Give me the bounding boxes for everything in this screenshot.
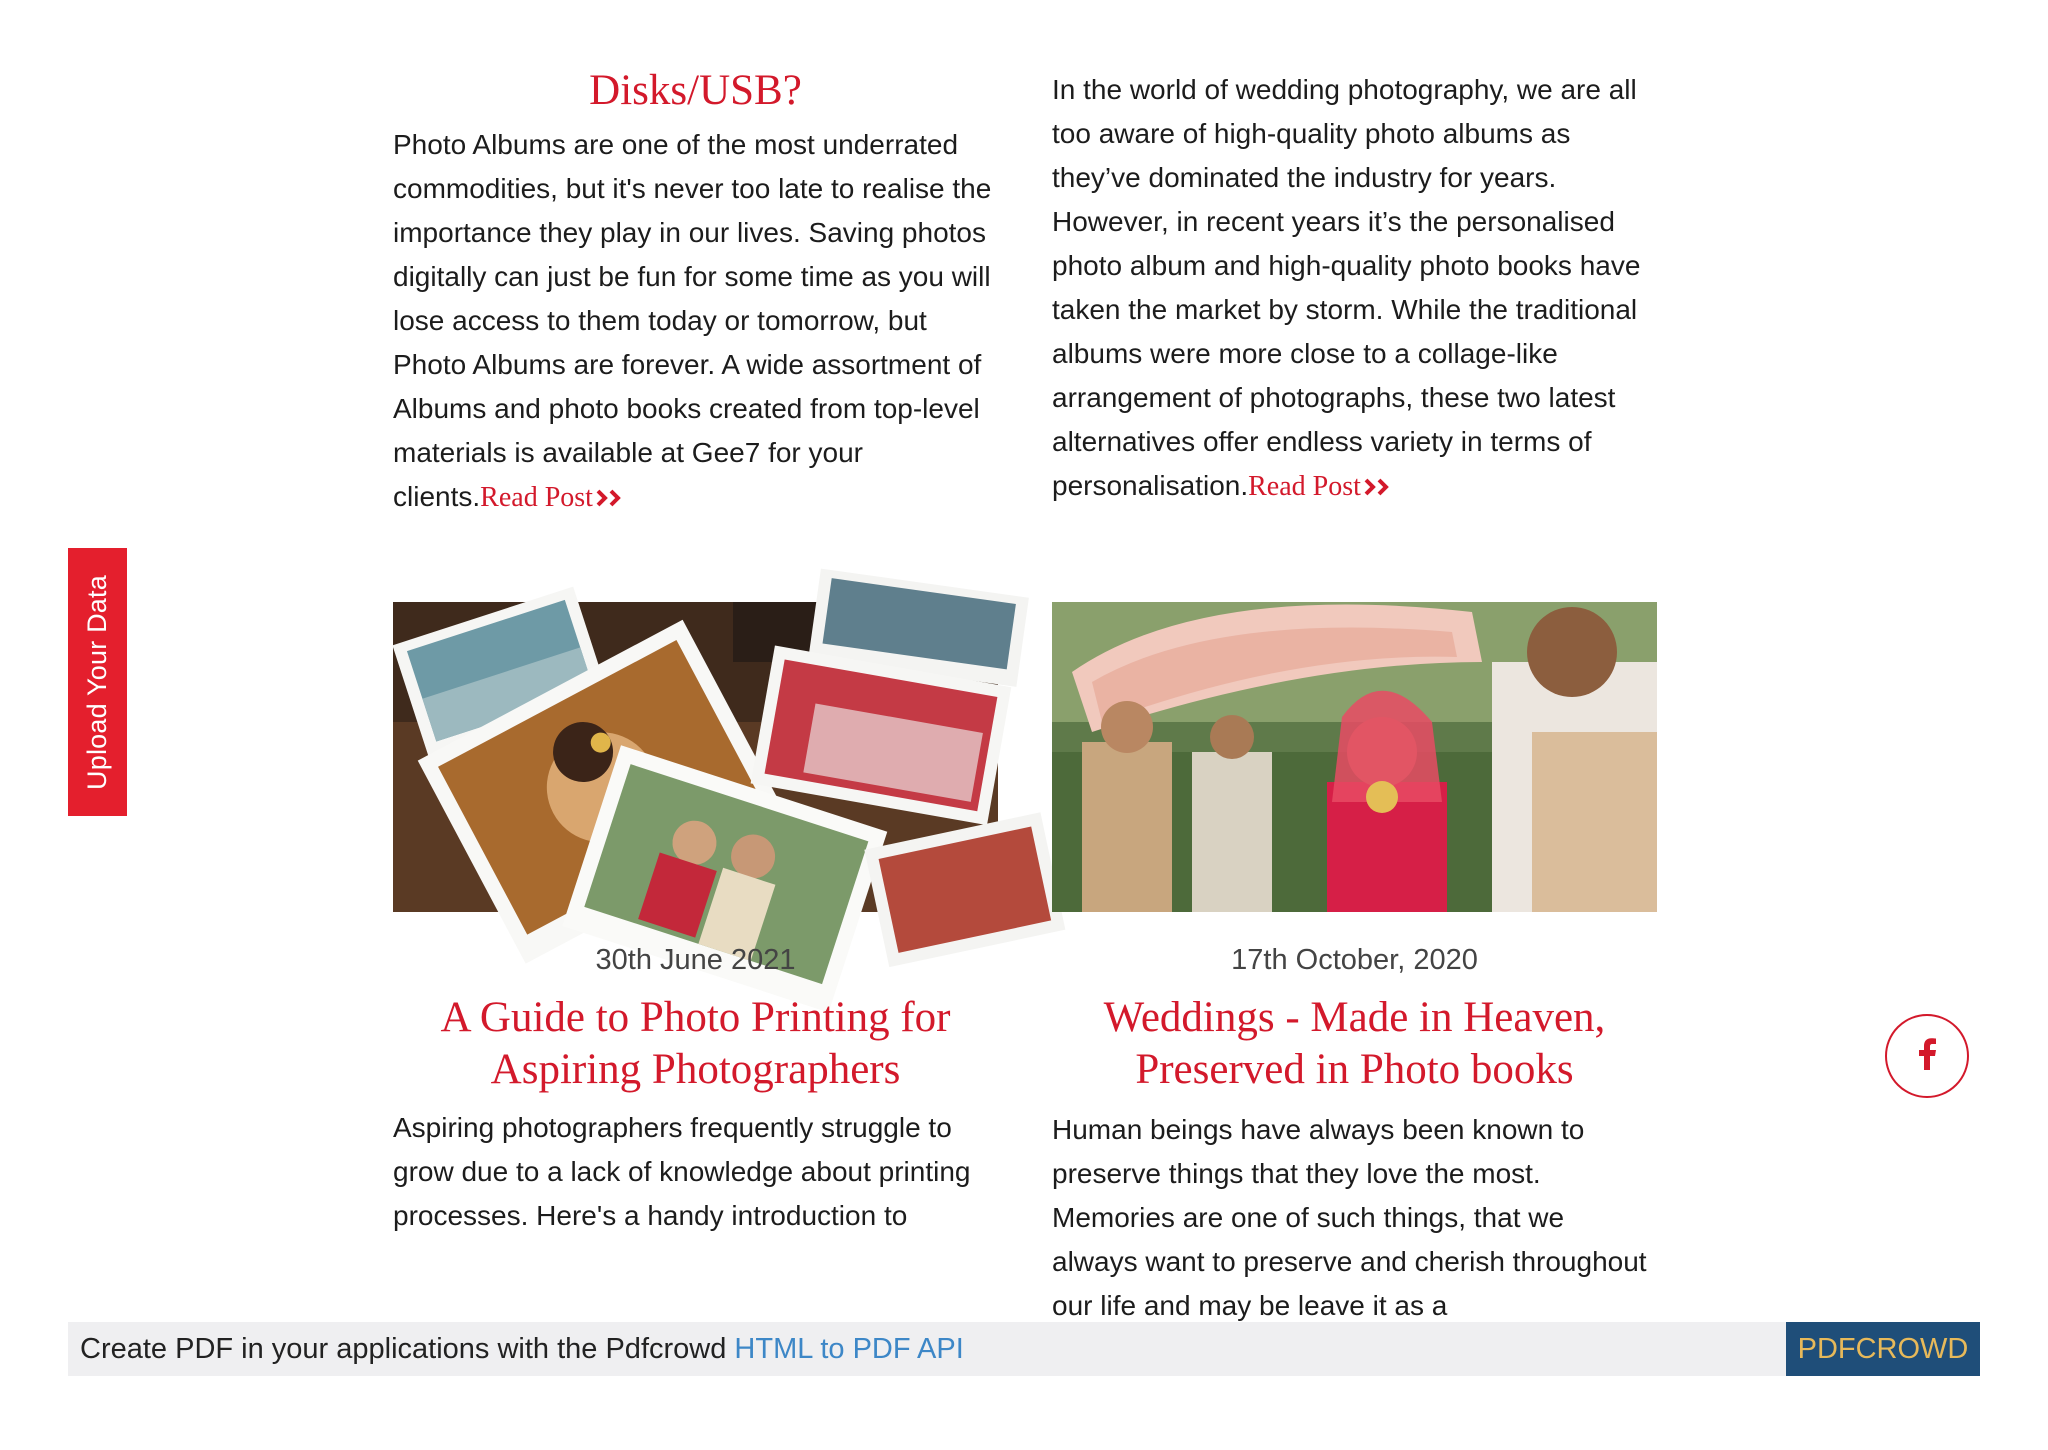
double-chevron-right-icon [1363, 467, 1393, 511]
html-to-pdf-api-link[interactable]: HTML to PDF API [734, 1333, 964, 1365]
post-date: 17th October, 2020 [1231, 944, 1478, 976]
post-date: 30th June 2021 [595, 944, 796, 976]
post-title[interactable]: Disks/USB? [589, 67, 802, 114]
read-post-link[interactable] [1248, 471, 1393, 502]
post-top-right [1052, 68, 1657, 511]
read-post-label: Read Post [1248, 471, 1361, 502]
post-image-photo-prints[interactable] [393, 602, 998, 912]
read-post-label: Read Post [480, 482, 593, 513]
post-bottom-left [393, 940, 998, 1238]
upload-your-data-tab[interactable] [68, 548, 127, 816]
facebook-share-button[interactable] [1885, 1014, 1969, 1098]
post-excerpt: Human beings have always been known to preserve things that they love the most. Memories are one of such things, that we always want to preserve and cherish throughout our life and may be leave it as a [1052, 1114, 1647, 1321]
pdfcrowd-message-text: Create PDF in your applications with the Pdfcrowd [80, 1333, 735, 1365]
post-excerpt-text: In the world of wedding photography, we are all too aware of high-quality photo albums as they’ve dominated the industry for years. However, in recent years it’s the personalised photo album and high-quality photo books have taken the market by storm. While the traditional albums were more close to a collage-like arrangement of photographs, these two latest alternatives offer endless variety in terms of personalisation. [1052, 74, 1641, 501]
post-excerpt [393, 123, 998, 522]
double-chevron-right-icon [595, 478, 625, 522]
pdfcrowd-message [80, 1322, 964, 1376]
post-top-left [393, 65, 998, 522]
facebook-icon [1917, 1038, 1937, 1075]
pdfcrowd-logo[interactable]: PDFCROWD [1786, 1322, 1980, 1376]
upload-tab-label: Upload Your Data [82, 574, 112, 790]
post-title[interactable]: Weddings - Made in Heaven, Preserved in Photo books [1103, 994, 1606, 1093]
post-image-wedding-canopy[interactable] [1052, 602, 1657, 912]
read-post-link[interactable] [480, 482, 625, 513]
post-bottom-right [1052, 940, 1657, 1321]
pdfcrowd-banner [68, 1322, 1980, 1376]
post-excerpt-clip [1052, 1108, 1657, 1321]
post-excerpt: Aspiring photographers frequently struggle to grow due to a lack of knowledge about printing processes. Here's a handy introduction to [393, 1112, 971, 1231]
post-excerpt-text: Photo Albums are one of the most underrated commodities, but it's never too late to realise the importance they play in our lives. Saving photos digitally can just be fun for some time as you will lose access to them today or tomorrow, but Photo Albums are forever. A wide assortment of Albums and photo books created from top-level materials is available at Gee7 for your clients. [393, 129, 992, 512]
post-excerpt [1052, 68, 1657, 511]
post-title[interactable]: A Guide to Photo Printing for Aspiring Photographers [440, 994, 951, 1093]
